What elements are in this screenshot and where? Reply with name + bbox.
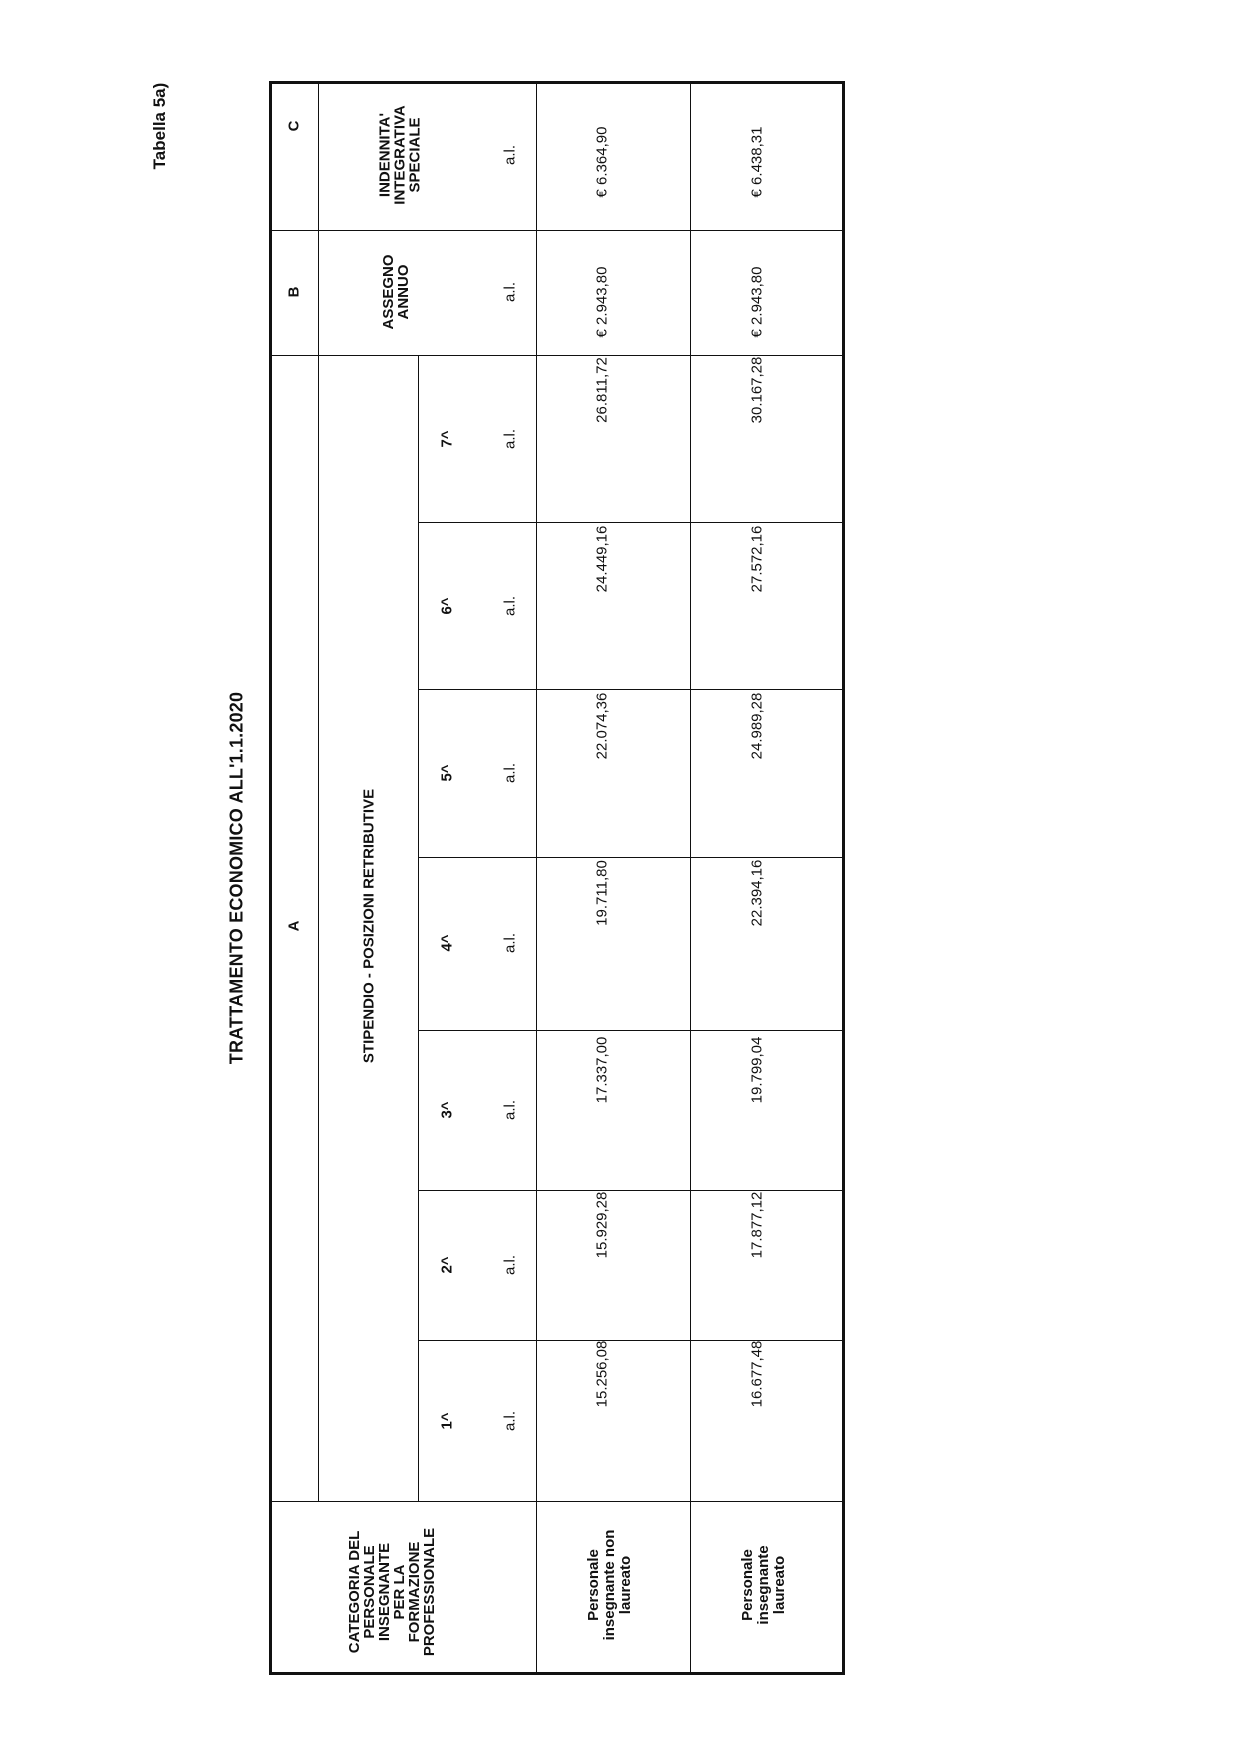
value: € 2.943,80 (593, 266, 611, 338)
unit-label: a.l. (501, 595, 519, 617)
divider (418, 1030, 845, 1031)
divider (536, 81, 537, 1675)
position-7: 7^ (438, 430, 456, 448)
value: 30.167,28 (748, 356, 766, 424)
unit-label: a.l. (501, 1254, 519, 1276)
value: 17.337,00 (593, 1036, 611, 1104)
divider (690, 81, 691, 1675)
value: 22.394,16 (748, 859, 766, 927)
value: 17.877,12 (748, 1191, 766, 1259)
position-6: 6^ (438, 597, 456, 615)
divider (418, 1340, 845, 1341)
category-header: CATEGORIA DEL PERSONALE INSEGNANTE PER LA FORMAZIONE PROFESSIONALE (346, 1527, 438, 1657)
col-letter-a: A (285, 920, 303, 932)
divider (418, 857, 845, 858)
value: 24.989,28 (748, 692, 766, 760)
value: € 6.364,90 (593, 126, 611, 198)
col-letter-b: B (285, 286, 303, 298)
value: 26.811,72 (593, 357, 611, 423)
row-label-laureato: Personale insegnante laureato (739, 1545, 788, 1625)
value: 15.929,28 (593, 1191, 611, 1259)
assegno-header: ASSEGNO ANNUO (380, 254, 412, 330)
divider (418, 522, 845, 523)
stipendio-header: STIPENDIO - POSIZIONI RETRIBUTIVE (360, 788, 378, 1064)
row-label-non-laureato: Personale insegnante non laureato (585, 1529, 634, 1641)
divider (269, 230, 845, 231)
value: 19.799,04 (748, 1036, 766, 1104)
col-letter-c: C (285, 120, 303, 132)
indennita-header: INDENNITA' INTEGRATIVA SPECIALE (376, 105, 424, 205)
position-4: 4^ (438, 934, 456, 952)
unit-label: a.l. (501, 144, 519, 166)
value: 27.572,16 (748, 525, 766, 593)
value: 15.256,08 (593, 1340, 611, 1408)
value: 16.677,48 (748, 1340, 766, 1408)
divider (418, 355, 419, 1501)
position-5: 5^ (438, 764, 456, 782)
position-2: 2^ (438, 1256, 456, 1274)
divider (418, 689, 845, 690)
unit-label: a.l. (501, 428, 519, 450)
unit-label: a.l. (501, 932, 519, 954)
position-3: 3^ (438, 1101, 456, 1119)
value: € 2.943,80 (748, 266, 766, 338)
unit-label: a.l. (501, 281, 519, 303)
divider (269, 1501, 845, 1502)
table-label: Tabella 5a) (150, 82, 169, 170)
value: € 6.438,31 (748, 126, 766, 198)
position-1: 1^ (438, 1412, 456, 1430)
unit-label: a.l. (501, 762, 519, 784)
value: 22.074,36 (593, 692, 611, 760)
unit-label: a.l. (501, 1410, 519, 1432)
page-title: TRATTAMENTO ECONOMICO ALL'1.1.2020 (226, 691, 247, 1065)
value: 19.711,80 (593, 860, 611, 926)
divider (318, 81, 319, 1501)
unit-label: a.l. (501, 1099, 519, 1121)
divider (418, 1190, 845, 1191)
value: 24.449,16 (593, 525, 611, 593)
